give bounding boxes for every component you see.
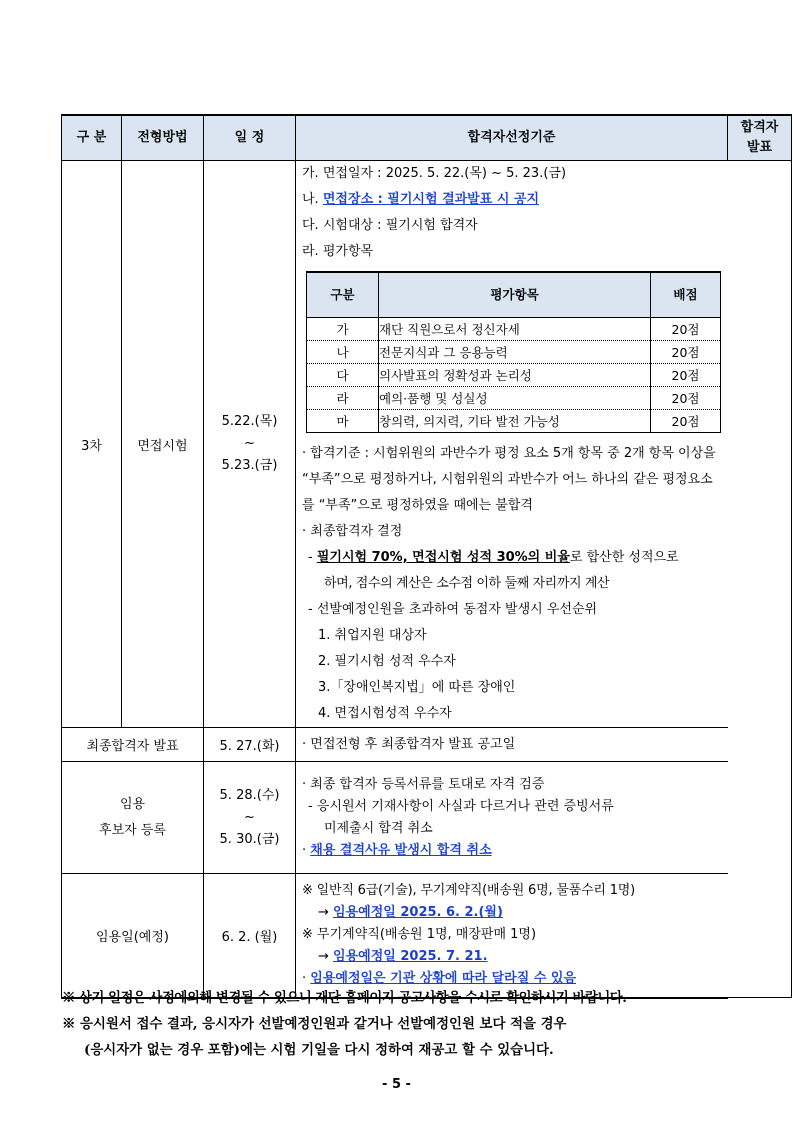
list-item: 2. 필기시험 성적 우수자 [318,654,456,669]
appoint-date2: 임용예정일 2025. 7. 21. [333,949,488,965]
final-schedule: 5. 27.(화) [204,728,296,762]
notes [62,985,742,1063]
row-final-announcement [62,728,792,762]
appoint-line-general: ※ 일반직 6급(기술), 무기계약직(배송원 6명, 물품수리 1명) [302,883,636,899]
candidate-schedule [204,762,296,874]
appoint-criteria [296,874,728,998]
final-category: 최종합격자 발표 [62,728,204,762]
evaluation-header-row [307,272,721,318]
arrow-right-icon: → [318,949,334,965]
eval-score: 20점 [651,364,721,387]
row-third-stage [62,161,792,728]
list-item: 4. 면접시험성적 우수자 [318,706,452,721]
appoint-note-prefix: · [302,971,311,987]
appoint-category: 임용일(예정) [62,874,204,998]
eval-item: 창의력, 의지력, 기타 발전 가능성 [379,410,651,433]
candidate-line-disqualify [302,840,722,862]
candidate-disqualify-prefix: · [302,842,311,858]
third-schedule [204,161,296,728]
eval-item: 의사발표의 정확성과 논리성 [379,364,651,387]
note-schedule-change: ※ 상기 일정은 사정에의해 변경될 수 있으니 재단 홈페이지 공고사항을 수시로 확인하시기 바랍니다. [62,990,627,1006]
evaluation-items-title: 라. 평가항목 [302,244,374,259]
appoint-note: 임용예정일은 기관 상황에 따라 달라질 수 있음 [310,971,577,987]
header-category: 구 분 [62,115,122,161]
header-schedule: 일 정 [204,115,296,161]
arrow-right-icon: → [318,905,334,921]
header-method: 전형방법 [122,115,204,161]
candidate-line-mismatch: - 응시원서 기재사항이 사실과 다르거나 관련 증빙서류 [308,798,614,814]
eval-header-score: 배점 [651,272,721,318]
note-reannouncement: ※ 응시원서 접수 결과, 응시자가 선발예정인원과 같거나 선발예정인원 보다 적을 경우 [62,1016,567,1032]
list-item: 3.「장애인복지법」에 따른 장애인 [318,680,516,695]
schedule-table [61,114,792,999]
eval-code: 나 [307,341,379,364]
candidate-schedule-start: 5. 28.(수) [219,787,280,803]
eval-item: 재단 직원으로서 정신자세 [379,318,651,341]
table-row [307,410,721,433]
third-category: 3차 [62,161,122,728]
eval-score: 20점 [651,318,721,341]
final-criteria-text: · 면접전형 후 최종합격자 발표 공고일 [302,736,516,752]
table-row [307,341,721,364]
candidate-category-line2: 후보자 등록 [99,822,166,838]
third-method: 면접시험 [122,161,204,728]
candidate-schedule-tilde: ~ [244,809,255,825]
interview-target-line: 다. 시험대상 : 필기시험 합격자 [302,218,478,233]
header-criteria: 합격자선정기준 [296,115,728,161]
appoint-schedule: 6. 2. (월) [204,874,296,998]
header-row [62,115,792,161]
eval-score: 20점 [651,410,721,433]
appoint-line-contract: ※ 무기계약직(배송원 1명, 매장판매 1명) [302,927,537,943]
announce-empty-cell [728,161,792,998]
eval-code: 마 [307,410,379,433]
final-criteria [296,728,728,762]
appoint-line-date2 [302,946,722,968]
eval-code: 다 [307,364,379,387]
tie-break-title: - 선발예정인원을 초과하여 동점자 발생시 우선순위 [308,602,598,617]
eval-item: 예의·품행 및 성실성 [379,387,651,410]
table-row [307,318,721,341]
candidate-line-cancel: 미제출시 합격 취소 [324,820,433,836]
page-number: - 5 - [382,1077,411,1092]
row-candidate-registration [62,762,792,874]
table-row [307,387,721,410]
candidate-criteria [296,762,728,874]
row-appointment-date [62,874,792,998]
eval-header-code: 구분 [307,272,379,318]
header-announce: 합격자 발표 [728,115,792,161]
eval-code: 라 [307,387,379,410]
interview-date-line: 가. 면접일자 : 2025. 5. 22.(목) ~ 5. 23.(금) [302,166,567,181]
interview-place-line [302,187,722,213]
candidate-category-line1: 임용 [119,796,146,812]
eval-code: 가 [307,318,379,341]
third-schedule-start: 5.22.(목) [221,414,278,429]
final-decision-dash: - [308,550,317,565]
eval-item: 전문지식과 그 응용능력 [379,341,651,364]
third-schedule-end: 5.23.(금) [221,458,278,473]
third-schedule-tilde: ~ [244,436,255,451]
final-decision-calc: 하며, 점수의 계산은 소수점 이하 둘째 자리까지 계산 [324,576,610,591]
final-decision-ratio [302,545,722,571]
pass-criteria: · 합격기준 : 시험위원의 과반수가 평정 요소 5개 항목 중 2개 항목 이상을 “부족”으로 평정하거나, 시험위원의 과반수가 어느 하나의 같은 평정요소를 “부족”으로 평정하였을 때에는 불합격 [302,446,716,513]
candidate-line-verify: · 최종 합격자 등록서류를 토대로 자격 검증 [302,776,545,792]
appoint-date1: 임용예정일 2025. 6. 2.(월) [333,905,503,921]
list-item: 1. 취업지원 대상자 [318,628,427,643]
appoint-line-date1 [302,902,722,924]
interview-place-prefix: 나. [302,192,323,207]
eval-score: 20점 [651,387,721,410]
final-decision-ratio-bold: 필기시험 70%, 면접시험 성적 30%의 비율 [316,550,570,565]
candidate-category [62,762,204,874]
eval-header-item: 평가항목 [379,272,651,318]
eval-score: 20점 [651,341,721,364]
candidate-schedule-end: 5. 30.(금) [219,831,280,847]
third-criteria [296,161,728,728]
candidate-disqualify-notice: 채용 결격사유 발생시 합격 취소 [310,842,492,858]
table-row [307,364,721,387]
note-reannouncement-cont: (응시자가 없는 경우 포함)에는 시험 기일을 다시 정하여 재공고 할 수 있습니다. [84,1042,554,1058]
interview-place-notice: 면접장소 : 필기시험 결과발표 시 공지 [322,192,540,207]
evaluation-table [306,271,721,433]
final-decision-ratio-rest: 로 합산한 성적으로 [569,550,679,565]
final-decision-title: · 최종합격자 결정 [302,524,403,539]
